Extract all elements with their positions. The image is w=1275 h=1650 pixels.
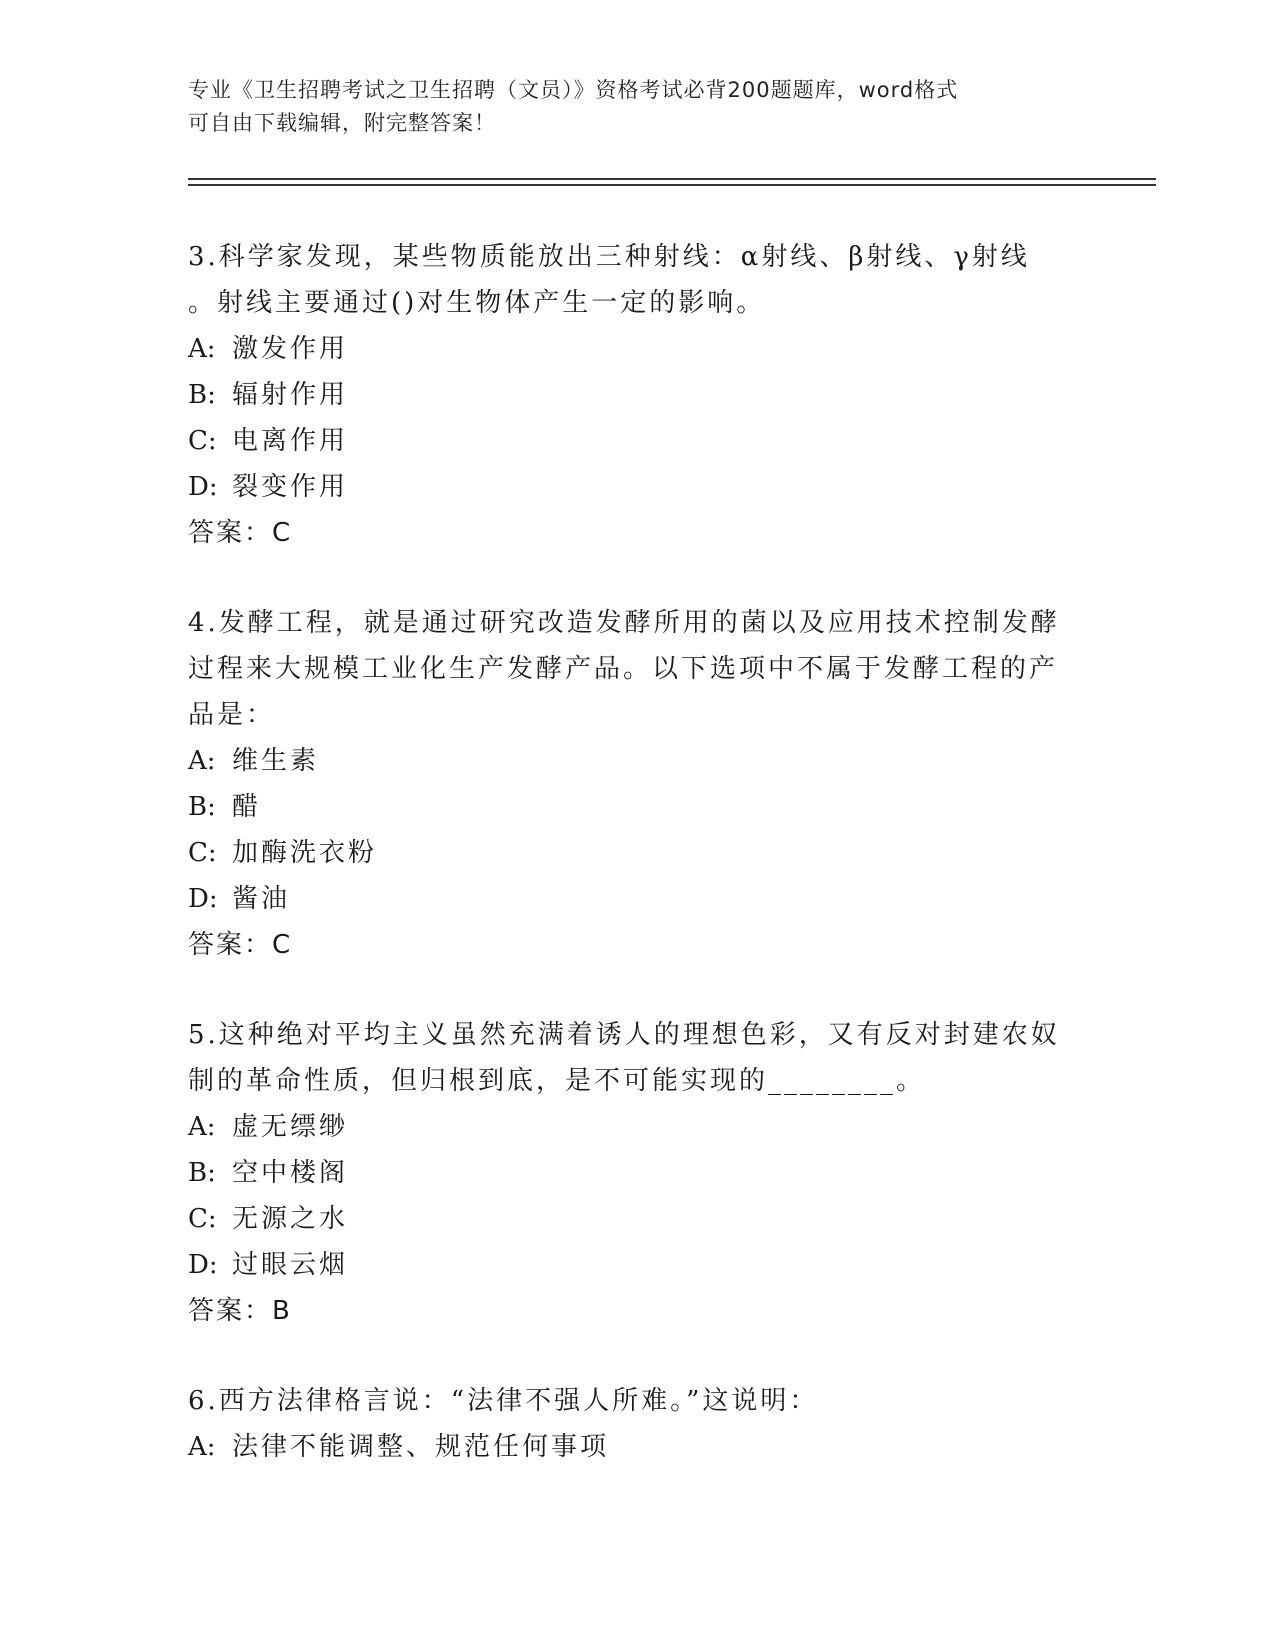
option-key: D:	[188, 1250, 218, 1280]
option-key: C:	[188, 838, 217, 868]
option-a	[188, 738, 1088, 784]
question-text-line: 5.这种绝对平均主义虽然充满着诱人的理想色彩，又有反对封建农奴	[188, 1020, 1060, 1050]
header-divider-bottom	[188, 184, 1156, 186]
option-text: 空中楼阁	[232, 1158, 349, 1188]
option-text: 法律不能调整、规范任何事项	[232, 1432, 610, 1462]
option-key: B:	[188, 792, 216, 822]
header-line-2: 可自由下载编辑，附完整答案！	[188, 111, 496, 135]
option-text: 醋	[232, 792, 262, 822]
option-key: C:	[188, 426, 217, 456]
option-text: 电离作用	[232, 426, 349, 456]
option-key: A:	[188, 1112, 216, 1142]
option-c	[188, 418, 1088, 464]
option-text: 激发作用	[232, 334, 349, 364]
option-b	[188, 784, 1088, 830]
question-5	[188, 1012, 1088, 1334]
question-text-line: 。射线主要通过()对生物体产生一定的影响。	[188, 288, 766, 318]
option-key: B:	[188, 1158, 216, 1188]
option-key: A:	[188, 334, 216, 364]
answer-line: 答案：C	[188, 518, 293, 548]
question-6	[188, 1378, 1088, 1470]
option-key: A:	[188, 746, 216, 776]
answer-line: 答案：B	[188, 1296, 292, 1326]
option-key: D:	[188, 884, 218, 914]
option-d	[188, 464, 1088, 510]
header-line-1: 专业《卫生招聘考试之卫生招聘（文员）》资格考试必背200题题库，word格式	[188, 78, 959, 102]
question-text-line: 6.西方法律格言说：“法律不强人所难。”这说明：	[188, 1386, 819, 1416]
option-key: C:	[188, 1204, 217, 1234]
option-text: 虚无缥缈	[232, 1112, 349, 1142]
option-d	[188, 876, 1088, 922]
option-a	[188, 1104, 1088, 1150]
option-key: B:	[188, 380, 216, 410]
option-key: A:	[188, 1432, 216, 1462]
option-d	[188, 1242, 1088, 1288]
question-text-line: 过程来大规模工业化生产发酵产品。以下选项中不属于发酵工程的产	[188, 654, 1059, 684]
question-text-line: 3.科学家发现，某些物质能放出三种射线：α射线、β射线、γ射线	[188, 242, 1030, 272]
option-text: 过眼云烟	[232, 1250, 349, 1280]
question-3	[188, 234, 1088, 556]
header-divider-top	[188, 178, 1156, 180]
option-text: 加酶洗衣粉	[232, 838, 378, 868]
question-text-line: 制的革命性质，但归根到底，是不可能实现的________。	[188, 1066, 926, 1096]
document-header	[188, 74, 1068, 140]
option-a	[188, 326, 1088, 372]
question-text-line: 4.发酵工程，就是通过研究改造发酵所用的菌以及应用技术控制发酵	[188, 608, 1060, 638]
option-text: 维生素	[232, 746, 320, 776]
option-a	[188, 1424, 1088, 1470]
option-key: D:	[188, 472, 218, 502]
question-text-line: 品是：	[188, 700, 276, 730]
option-b	[188, 372, 1088, 418]
option-c	[188, 1196, 1088, 1242]
option-b	[188, 1150, 1088, 1196]
option-text: 酱油	[232, 884, 291, 914]
answer-line: 答案：C	[188, 930, 293, 960]
question-4	[188, 600, 1088, 968]
option-text: 无源之水	[232, 1204, 349, 1234]
option-text: 裂变作用	[232, 472, 349, 502]
option-text: 辐射作用	[232, 380, 349, 410]
option-c	[188, 830, 1088, 876]
